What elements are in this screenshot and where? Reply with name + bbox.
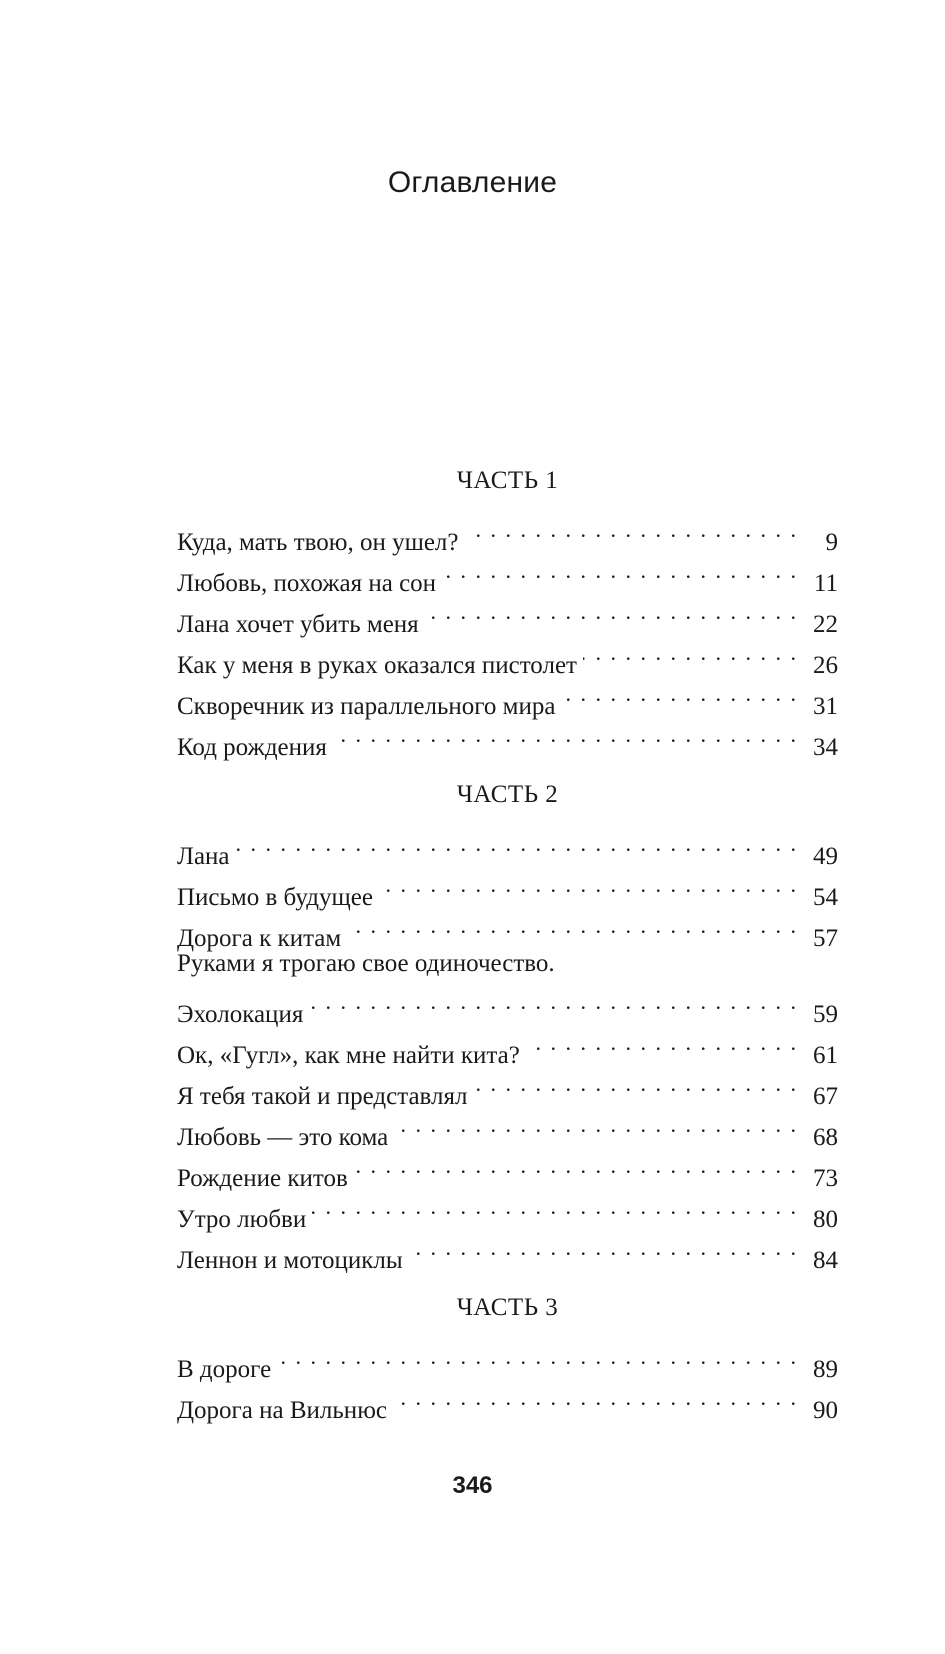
dot-leader xyxy=(394,1104,798,1145)
toc-entry[interactable] xyxy=(177,864,838,911)
entry-page-number: 9 xyxy=(825,529,838,556)
entry-page-number: 22 xyxy=(813,611,838,638)
dot-leader xyxy=(333,714,798,755)
dot-leader xyxy=(473,1063,798,1104)
dot-leader xyxy=(236,823,798,864)
dot-leader xyxy=(393,1377,798,1418)
entry-title: Любовь, похожая на сон xyxy=(177,570,437,597)
entry-title: Дорога на Вильнюс xyxy=(177,1397,387,1424)
entry-title: Письмо в будущее xyxy=(177,884,373,911)
part-1 xyxy=(177,463,838,761)
entry-title: Куда, мать твою, он ушел? xyxy=(177,529,459,556)
dot-leader xyxy=(583,632,798,673)
entry-title-last-line xyxy=(177,981,838,1028)
entry-page-number: 68 xyxy=(813,1124,838,1151)
entry-title: Скворечник из параллельного мира xyxy=(177,693,556,720)
entry-title-line-1: Руками я трогаю свое одиночество. xyxy=(177,950,555,977)
entry-page-number: 59 xyxy=(813,1001,838,1028)
page-title: Оглавление xyxy=(387,166,558,200)
dot-leader xyxy=(465,509,799,550)
dot-leader xyxy=(561,673,798,714)
entry-title: Леннон и мотоциклы xyxy=(177,1247,403,1274)
entry-page-number: 90 xyxy=(813,1397,838,1424)
entry-page-number: 11 xyxy=(813,570,838,597)
entry-page-number: 67 xyxy=(813,1083,838,1110)
entry-title: Код рождения xyxy=(177,734,327,761)
entry-title: Рождение китов xyxy=(177,1165,348,1192)
part-3 xyxy=(177,1290,838,1424)
entry-page-number: 89 xyxy=(813,1356,838,1383)
entry-page-number: 61 xyxy=(813,1042,838,1069)
entry-page-number: 80 xyxy=(813,1206,838,1233)
part-heading: ЧАСТЬ 2 xyxy=(456,781,559,808)
entry-page-number: 31 xyxy=(813,693,838,720)
dot-leader xyxy=(277,1336,798,1377)
toc-entry[interactable] xyxy=(177,509,838,556)
footer-page-number: 346 xyxy=(452,1472,493,1499)
entry-title: Любовь — это кома xyxy=(177,1124,389,1151)
entry-page-number: 84 xyxy=(813,1247,838,1274)
entry-title: Лана xyxy=(177,843,230,870)
entry-page-number: 34 xyxy=(813,734,838,761)
entry-page-number: 49 xyxy=(813,843,838,870)
entry-page-number: 57 xyxy=(813,925,838,952)
dot-leader xyxy=(526,1022,798,1063)
toc-entry[interactable] xyxy=(177,823,838,870)
dot-leader xyxy=(347,905,798,946)
entry-title: Я тебя такой и представлял xyxy=(177,1083,468,1110)
entry-page-number: 26 xyxy=(813,652,838,679)
entry-title: В дороге xyxy=(177,1356,272,1383)
entry-title: Лана хочет убить меня xyxy=(177,611,419,638)
entry-title: Дорога к китам xyxy=(177,925,342,952)
entry-title: Эхолокация xyxy=(177,1001,304,1028)
dot-leader xyxy=(309,981,798,1022)
toc-entry[interactable] xyxy=(177,1336,838,1383)
toc-entry[interactable] xyxy=(177,946,838,1028)
entry-title: Ок, «Гугл», как мне найти кита? xyxy=(177,1042,520,1069)
dot-leader xyxy=(312,1186,798,1227)
entry-title: Как у меня в руках оказался пистолет xyxy=(177,652,577,679)
entry-page-number: 54 xyxy=(813,884,838,911)
entry-title: Утро любви xyxy=(177,1206,307,1233)
dot-leader xyxy=(409,1227,798,1268)
dot-leader xyxy=(379,864,798,905)
part-heading: ЧАСТЬ 1 xyxy=(456,467,559,494)
dot-leader xyxy=(425,591,798,632)
dot-leader xyxy=(354,1145,798,1186)
part-heading: ЧАСТЬ 3 xyxy=(456,1294,559,1321)
part-2 xyxy=(177,777,838,1274)
table-of-contents xyxy=(177,463,838,1424)
entry-page-number: 73 xyxy=(813,1165,838,1192)
dot-leader xyxy=(442,550,798,591)
